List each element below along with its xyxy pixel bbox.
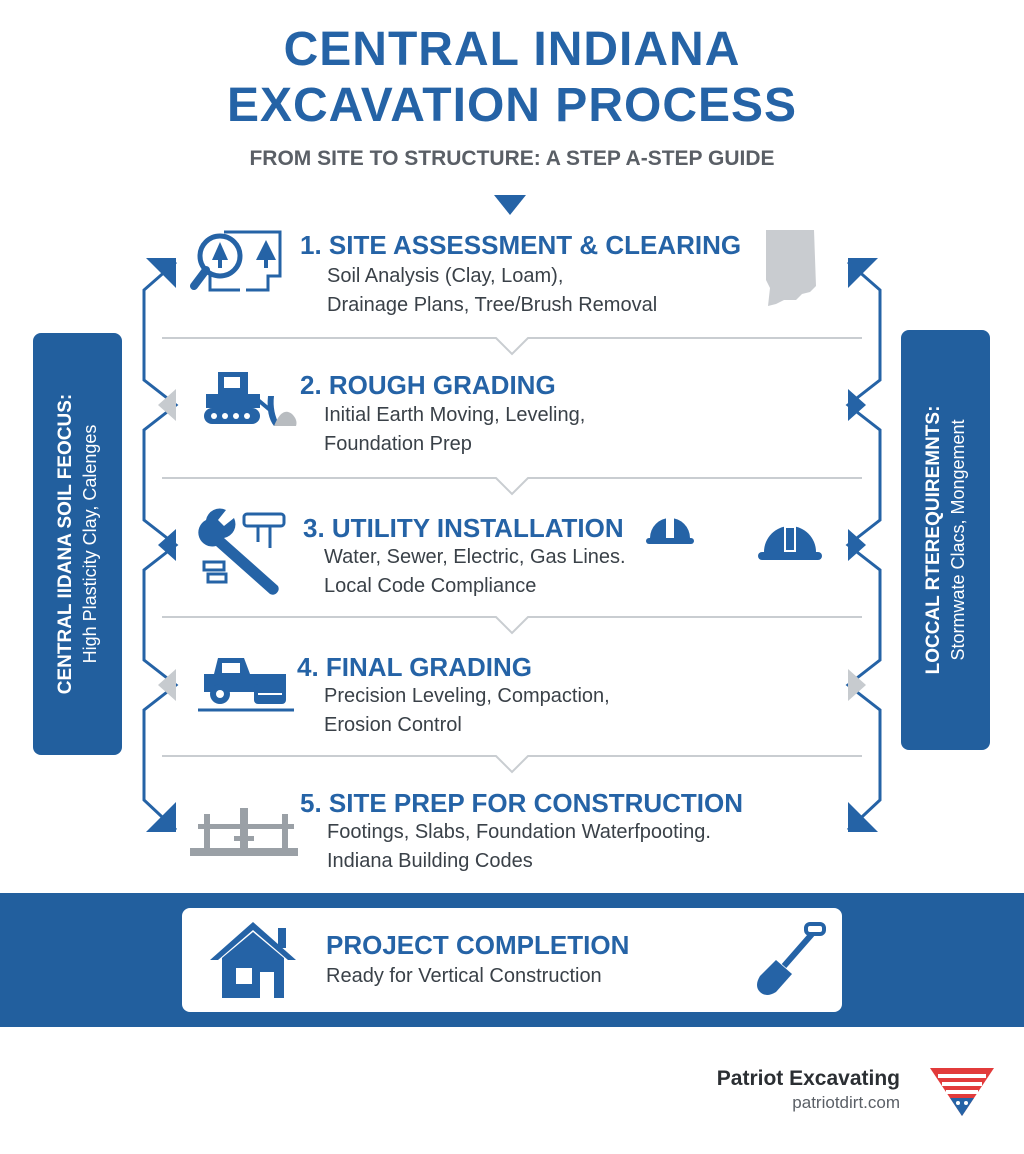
step-4-desc	[324, 682, 610, 740]
left-panel-heading: CENTRAL IIDANA SOIL FEOCUS:	[54, 393, 76, 695]
step-1-line-2: Drainage Plans, Tree/Brush Removal	[327, 294, 658, 316]
completion-subtitle: Ready for Vertical Construction	[326, 965, 602, 987]
flag-shield-logo	[928, 1066, 996, 1118]
house-icon	[208, 918, 298, 1000]
bulldozer-icon	[202, 368, 298, 432]
foundation-frame-icon	[190, 806, 298, 860]
step-2-line-2: Foundation Prep	[324, 433, 472, 455]
step-3-title: 3. UTILITY INSTALLATION	[303, 513, 624, 543]
step-5-title: 5. SITE PREP FOR CONSTRUCTION	[300, 788, 744, 818]
right-panel-detail: Stormwate Clacs, Mongement	[947, 419, 968, 661]
right-requirements-panel	[901, 330, 990, 750]
hard-hat-small-icon	[644, 512, 696, 550]
left-panel-detail: High Plasticity Clay, Calenges	[79, 424, 100, 664]
step-5-line-1: Footings, Slabs, Foundation Waterfpooting.	[327, 821, 711, 843]
completion-title: PROJECT COMPLETION	[326, 930, 630, 960]
step-2-desc	[324, 401, 585, 459]
brand-name: Patriot Excavating	[716, 1067, 900, 1090]
divider-2	[162, 478, 862, 494]
step-2-title: 2. ROUGH GRADING	[300, 370, 556, 400]
wrench-pipes-icon	[198, 506, 298, 598]
step-4-line-2: Erosion Control	[324, 714, 462, 736]
right-panel-heading: LOCCAL RTEREQUIREMNTS:	[922, 405, 944, 675]
divider-1	[162, 338, 862, 354]
step-4-title: 4. FINAL GRADING	[297, 652, 532, 682]
title-line-2: EXCAVATION PROCESS	[226, 79, 798, 132]
divider-3	[162, 617, 862, 633]
map-magnifier-icon	[190, 226, 286, 298]
brand-url[interactable]: patriotdirt.com	[792, 1093, 900, 1112]
step-2-line-1: Initial Earth Moving, Leveling,	[324, 404, 586, 426]
shovel-icon	[752, 920, 828, 1000]
step-3-desc	[324, 543, 626, 601]
roller-compactor-icon	[198, 654, 294, 716]
step-1-title: 1. SITE ASSESSMENT & CLEARING	[300, 230, 742, 260]
step-5-line-2: Indiana Building Codes	[327, 850, 533, 872]
page-subtitle: FROM SITE TO STRUCTURE: A STEP A-STEP GUIDE	[249, 147, 775, 170]
step-4-line-1: Precision Leveling, Compaction,	[324, 685, 610, 707]
step-3-line-2: Local Code Compliance	[324, 575, 537, 597]
step-1-desc	[327, 262, 657, 320]
hard-hat-icon	[756, 520, 824, 566]
title-line-1: CENTRAL INDIANA	[283, 23, 741, 76]
step-1-line-1: Soil Analysis (Clay, Loam),	[327, 265, 564, 287]
left-soil-panel	[33, 333, 122, 755]
step-5-desc	[327, 818, 711, 876]
indiana-map-icon	[762, 228, 820, 308]
step-3-line-1: Water, Sewer, Electric, Gas Lines.	[324, 546, 626, 568]
divider-4	[162, 756, 862, 772]
